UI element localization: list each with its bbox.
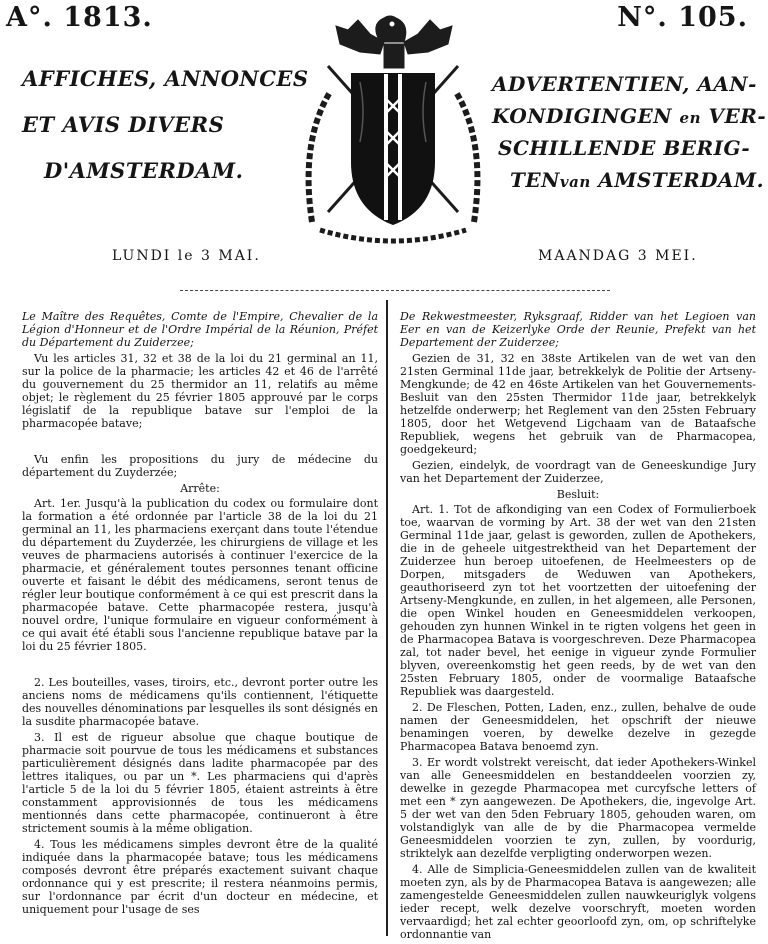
title-nl-4c: AMSTERDAM.: [590, 168, 765, 192]
dutch-column: [400, 310, 756, 944]
french-column: [22, 310, 378, 919]
dutch-gezien-jury: Gezien, eindelyk, de voordragt van de Geneeskundige Jury van het Departement der Zuiderzee,: [400, 459, 756, 485]
french-vu-jury: Vu enfin les propositions du jury de médecine du département du Zuyderzée;: [22, 453, 378, 479]
title-nl-4a: TEN: [510, 168, 560, 192]
year-label: A°. 1813.: [6, 2, 153, 33]
french-article-2: 2. Les bouteilles, vases, tiroirs, etc., devront porter outre les anciens noms de médicamens qu'ils contiennent, l'étiquette des nouvelles dénominations par lesquelles ils sont désignés en la susdite pharmacopée batave.: [22, 676, 378, 728]
dutch-article-3: 3. Er wordt volstrekt vereischt, dat ieder Apothekers-Winkel van alle Geneesmiddelen en bestanddeelen voorzien zy, dewelke in gezegde Pharmacopea met curcyfsche letters of met een * zyn aangewezen. De Apothekers, die, ingevolge Art. 5 der wet van den 5den February 1805, gehouden waren, om volstandiglyk van alle de by die Pharmacopea vermelde Geneesmiddelen voorzien te zyn, zullen, by voordurig, striktelyk aan dezelfde verpligting onderworpen wezen.: [400, 756, 756, 860]
spacer: [22, 433, 378, 453]
dutch-gezien-articles: Gezien de 31, 32 en 38ste Artikelen van de wet van den 21sten Germinal 11de jaar, betrekkelyk de Politie der Artseny-Mengkunde; de 42 en 46ste Artikelen van het Gouvernements-Besluit van den 25sten Thermidor 11de jaar, betrekkelyk hetzelfde onderwerp; het Reglement van den 25sten February 1805, door het Wetgevend Ligchaam van de Bataafsche Republiek, wegens het gebruik van de Pharmacopea, goedgekeurd;: [400, 352, 756, 456]
dutch-article-2: 2. De Fleschen, Potten, Laden, enz., zullen, behalve de oude namen der Geneesmiddelen, het opschrift der nieuwe benamingen voeren, by dewelke dezelve in gezegde Pharmacopea Batava benoemd zyn.: [400, 701, 756, 753]
title-nl-2c: VER-: [701, 104, 767, 128]
dutch-besluit-heading: Besluit:: [556, 488, 600, 501]
french-arrete-heading: Arrête:: [180, 482, 220, 495]
title-nl-2b: en: [679, 109, 701, 127]
dutch-article-4: 4. Alle de Simplicia-Geneesmiddelen zullen van de kwaliteit moeten zyn, als by de Pharmacopea Batava is aangewezen; alle zamengestelde Geneesmiddelen zullen nauwkeuriglyk volgens ieder recept, welk dezelve voorschryft, moeten worden vervaardigd; het zal echter geoorloofd zyn, om, op schriftelyke ordonnantie van: [400, 863, 756, 941]
title-nl-line-4: [510, 168, 764, 192]
title-nl-line-2: [492, 104, 766, 128]
french-article-1: Art. 1er. Jusqu'à la publication du codex ou formulaire dont la formation a été ordonnée par l'article 38 de la loi du 21 germinal an 11, les pharmaciens exerçant dans toute l'étendue du département du Zuyderzée, les chirurgiens de village et les veuves de pharmaciens autorisés à continuer l'exercice de la pharmacie, et généralement toutes personnes tenant officine ouverte et faisant le débit des médicamens, seront tenus de régler leur boutique conformément à ce qui est prescrit dans la pharmacopée batave. Cette pharmacopée restera, jusqu'à nouvel ordre, l'unique formulaire en vigueur conformément à ce qui avait été établi sous l'ancienne republique batave par la loi du 25 février 1805.: [22, 497, 378, 653]
title-fr-line-1: AFFICHES, ANNONCES: [22, 66, 309, 91]
title-nl-2a: KONDIGINGEN: [492, 104, 680, 128]
title-fr-line-2: ET AVIS DIVERS: [22, 112, 225, 137]
title-nl-line-1: [492, 72, 757, 96]
dutch-article-1: Art. 1. Tot de afkondiging van een Codex of Formulierboek toe, waarvan de vorming by Art. 38 der wet van den 21sten Germinal 11de jaar, gelast is geworden, zullen de Apothekers, die in de geheele uitgestrektheid van het Departement der Zuiderzee hun beroep uitoefenen, de Heelmeesters op de Dorpen, mitsgaders de Weduwen van Apothekers, geauthoriseerd zyn tot het voortzetten der uitoefening der Artseny-Mengkunde, en zullen, in het algemeen, alle Personen, die open Winkel houden en Geneesmiddelen verkoopen, gehouden zyn hunnen Winkel in te rigten volgens het geen in de Pharmacopea Batava is voorgeschreven. Deze Pharmacopea zal, tot nader bevel, het eenige in vigueur zynde Formulier blyven, overeenkomstig het geen reeds, by de wet van den 25sten February 1805, onder de voormalige Bataafsche Republiek was daargesteld.: [400, 503, 756, 698]
date-french: LUNDI le 3 MAI.: [112, 248, 261, 264]
title-nl-1a: ADVERTENTIEN, AAN-: [492, 72, 757, 96]
amsterdam-coat-of-arms-icon: [300, 12, 486, 244]
french-article-3: 3. Il est de rigueur absolue que chaque boutique de pharmacie soit pourvue de tous les médicamens et substances particulièrement désignés dans ladite pharmacopée par des lettres italiques, ou par un *. Les pharmaciens qui d'après l'article 5 de la loi du 5 février 1805, étaient astreints à être constamment approvisionnés de tous les médicamens mentionnés dans cette pharmacopée, continueront à être strictement soumis à la même obligation.: [22, 731, 378, 835]
issue-number: N°. 105.: [617, 2, 748, 33]
column-divider: [386, 300, 388, 936]
french-vu-articles: Vu les articles 31, 32 et 38 de la loi du 21 germinal an 11, sur la police de la pharmacie; les articles 42 et 46 de l'arrêté du gouvernement du 25 thermidor an 11, relatifs au même objet; le règlement du 25 février 1805 approuvé par le corps législatif de la republique batave sur l'emploi de la pharmacopée batave;: [22, 352, 378, 430]
title-nl-3a: SCHILLENDE BERIG-: [498, 136, 751, 160]
french-preamble: Le Maître des Requêtes, Comte de l'Empire, Chevalier de la Légion d'Honneur et de l'Ordre Impérial de la Réunion, Préfet du Département du Zuiderzee;: [22, 310, 378, 349]
dutch-preamble: De Rekwestmeester, Ryksgraaf, Ridder van het Legioen van Eer en van de Keizerlyke Orde der Reunie, Prefekt van het Departement der Zuiderzee;: [400, 310, 756, 349]
title-fr-line-3: D'AMSTERDAM.: [44, 158, 244, 183]
top-rule: [180, 290, 610, 291]
spacer: [22, 656, 378, 676]
title-nl-4b: van: [559, 173, 591, 191]
title-nl-line-3: [498, 136, 750, 160]
french-article-4: 4. Tous les médicamens simples devront être de la qualité indiquée dans la pharmacopée batave; tous les médicamens composés devront être préparés exactement suivant chaque ordonnance qui y est prescrite; il restera néanmoins permis, sur l'ordonnance par écrit d'un docteur en médecine, et uniquement pour l'usage de ses: [22, 838, 378, 916]
date-dutch: MAANDAG 3 MEI.: [538, 248, 698, 264]
